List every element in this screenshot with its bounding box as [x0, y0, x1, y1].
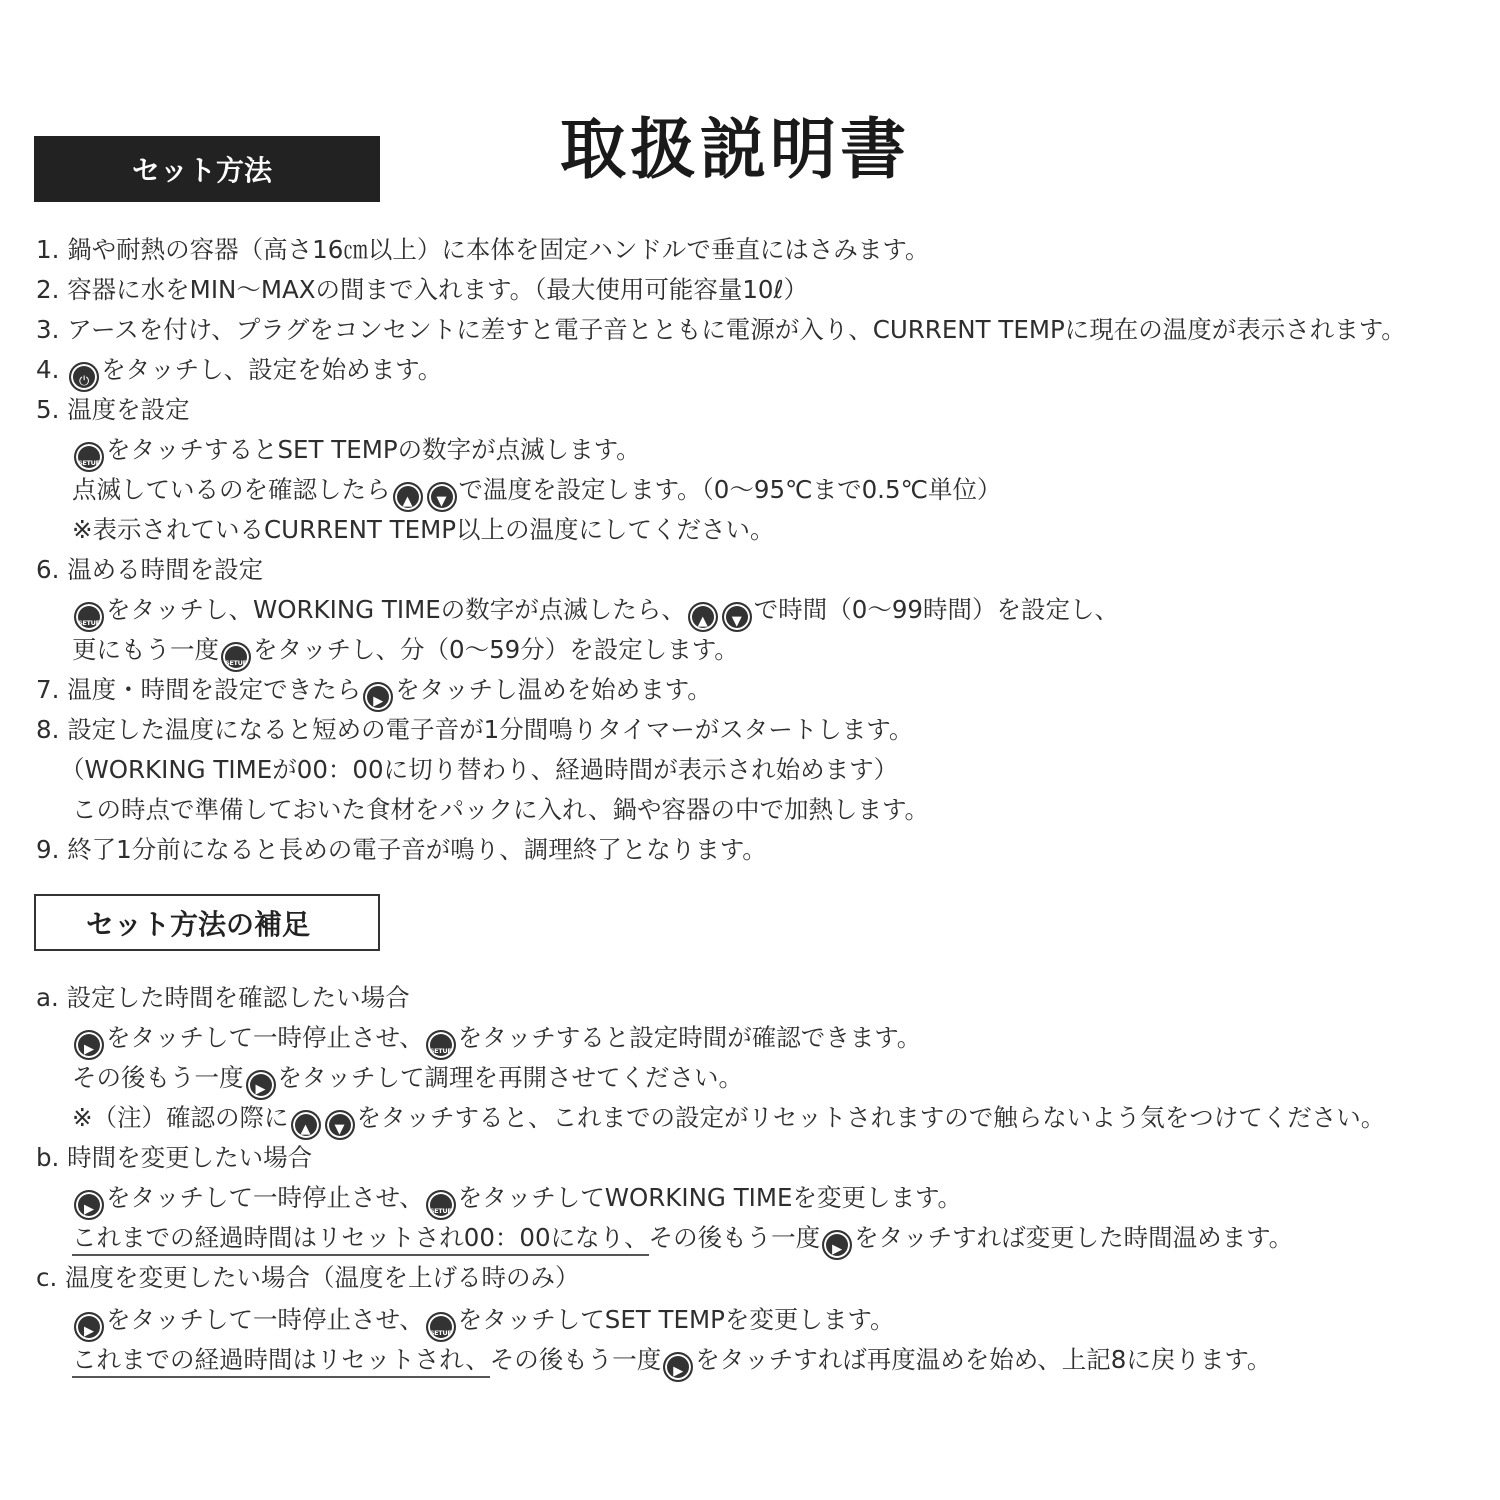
note-a-line-2: その後もう一度 ▶ をタッチして調理を再開させてください。	[72, 1058, 743, 1098]
step-3: 3. アースを付け、プラグをコンセントに差すと電子音とともに電源が入り、CURRENT TEMPに現在の温度が表示されます。	[36, 315, 1406, 344]
setup-icon: SETUP	[74, 602, 104, 632]
note-b-line-1: ▶ をタッチして一時停止させ、 SETUP をタッチしてWORKING TIMEを変更します。	[72, 1178, 962, 1218]
down-arrow-icon: ▼	[722, 602, 752, 632]
up-arrow-icon: ▲	[688, 602, 718, 632]
play-icon: ▶	[74, 1030, 104, 1060]
step-7: 7. 温度・時間を設定できたら ▶ をタッチし温めを始めます。	[36, 670, 712, 710]
step-9: 9. 終了1分前になると長めの電子音が鳴り、調理終了となります。	[36, 835, 767, 864]
setup-icon: SETUP	[221, 642, 251, 672]
up-arrow-icon: ▲	[393, 482, 423, 512]
power-icon: ⏻	[69, 362, 99, 392]
play-icon: ▶	[822, 1230, 852, 1260]
note-b: b. 時間を変更したい場合	[36, 1143, 313, 1172]
play-icon: ▶	[74, 1190, 104, 1220]
step-5-note: ※表示されているCURRENT TEMP以上の温度にしてください。	[72, 515, 775, 544]
note-c-line-2: これまでの経過時間はリセットされ、その後もう一度 ▶ をタッチすれば再度温めを始め、上記8に戻ります。	[72, 1340, 1271, 1380]
step-8: 8. 設定した温度になると短めの電子音が1分間鳴りタイマーがスタートします。	[36, 715, 914, 744]
play-icon: ▶	[74, 1312, 104, 1342]
note-b-line-2: これまでの経過時間はリセットされ00：00になり、その後もう一度 ▶ をタッチすれば変更した時間温めます。	[72, 1218, 1293, 1258]
step-5-line-2: 点滅しているのを確認したら ▲ ▼ で温度を設定します。（0～95℃まで0.5℃単位）	[72, 470, 1002, 510]
play-icon: ▶	[663, 1352, 693, 1382]
play-icon: ▶	[246, 1070, 276, 1100]
step-4: 4. ⏻ をタッチし、設定を始めます。	[36, 350, 442, 390]
setup-icon: SETUP	[426, 1030, 456, 1060]
up-arrow-icon: ▲	[291, 1110, 321, 1140]
step-8-line-2: この時点で準備しておいた食材をパックに入れ、鍋や容器の中で加熱します。	[72, 795, 930, 824]
page-title: 取扱説明書	[560, 111, 910, 188]
setup-icon: SETUP	[74, 442, 104, 472]
setup-icon: SETUP	[426, 1190, 456, 1220]
note-a-line-1: ▶ をタッチして一時停止させ、 SETUP をタッチすると設定時間が確認できます。	[72, 1018, 921, 1058]
section-label-supplement: セット方法の補足	[34, 894, 380, 951]
step-5-line-1: SETUP をタッチするとSET TEMPの数字が点滅します。	[72, 430, 641, 470]
step-6: 6. 温める時間を設定	[36, 555, 264, 584]
down-arrow-icon: ▼	[427, 482, 457, 512]
note-a: a. 設定した時間を確認したい場合	[36, 983, 410, 1012]
step-1: 1. 鍋や耐熱の容器（高さ16㎝以上）に本体を固定ハンドルで垂直にはさみます。	[36, 235, 930, 264]
step-5: 5. 温度を設定	[36, 395, 190, 424]
step-6-line-1: SETUP をタッチし、WORKING TIMEの数字が点滅したら、 ▲ ▼ で時間（0～99時間）を設定し、	[72, 590, 1119, 630]
setup-icon: SETUP	[426, 1312, 456, 1342]
down-arrow-icon: ▼	[325, 1110, 355, 1140]
step-2: 2. 容器に水をMIN～MAXの間まで入れます。（最大使用可能容量10ℓ）	[36, 275, 809, 304]
section-label-setup: セット方法	[34, 136, 380, 202]
note-c: c. 温度を変更したい場合（温度を上げる時のみ）	[36, 1263, 580, 1292]
note-c-line-1: ▶ をタッチして一時停止させ、 SETUP をタッチしてSET TEMPを変更します。	[72, 1300, 894, 1340]
play-icon: ▶	[363, 682, 393, 712]
step-6-line-2: 更にもう一度 SETUP をタッチし、分（0～59分）を設定します。	[72, 630, 739, 670]
note-a-caution: ※（注）確認の際に ▲ ▼ をタッチすると、これまでの設定がリセットされますので触らないよう気をつけてください。	[72, 1098, 1385, 1138]
step-8-line-1: （WORKING TIMEが00：00に切り替わり、経過時間が表示され始めます）	[60, 755, 899, 784]
